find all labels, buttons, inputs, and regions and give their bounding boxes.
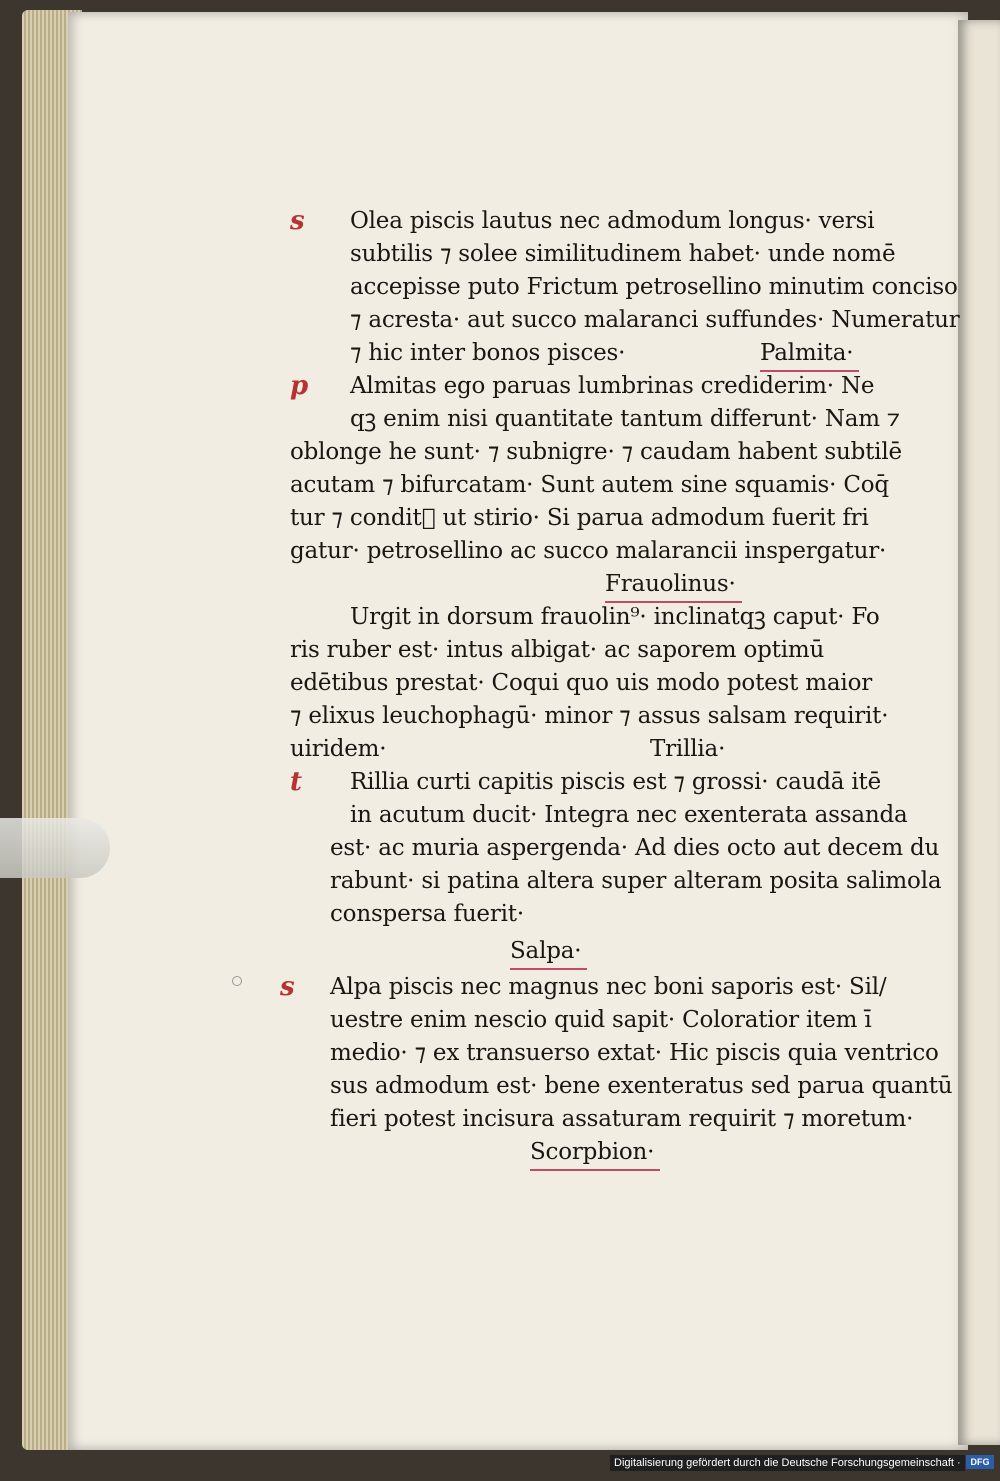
text-line	[290, 799, 910, 832]
paper-hole	[232, 976, 242, 986]
line-text: gatur· petrosellino ac succo malarancii inspergatur·	[290, 538, 887, 564]
line-text: subtilis ⁊ solee similitudinem habet· unde nomē	[350, 241, 896, 267]
text-line	[290, 733, 910, 766]
section-heading: Salpa·	[510, 935, 587, 970]
line-text: ris ruber est· intus albigat· ac saporem optimū	[290, 637, 825, 663]
rubric-initial: s	[280, 972, 295, 1002]
line-text: fieri potest incisura assaturam requirit ⁊ moretum·	[330, 1106, 914, 1132]
line-text: ⁊ elixus leuchophagū· minor ⁊ assus salsam requirit·	[290, 703, 889, 729]
text-block	[280, 205, 960, 1169]
text-line	[290, 667, 910, 700]
line-text: oblonge he sunt· ⁊ subnigre· ⁊ caudam habent subtilē	[290, 439, 902, 465]
section-heading: Scorpbion·	[530, 1136, 660, 1171]
line-text: uiridem·	[290, 736, 387, 762]
line-text: accepisse puto Frictum petrosellino minutim conciso	[350, 274, 958, 300]
line-text: Alpa piscis nec magnus nec boni saporis est· Sil/	[330, 974, 887, 1000]
line-text: Almitas ego paruas lumbrinas crediderim· Ne	[350, 373, 875, 399]
digitization-credit: Digitalisierung gefördert durch die Deutsche Forschungsgemeinschaft ·	[610, 1455, 965, 1471]
text-line	[290, 931, 910, 971]
line-text: tur ⁊ condit᷑ ut stirio· Si parua admodum fuerit fri	[290, 505, 869, 531]
text-line	[290, 1004, 910, 1037]
text-line	[280, 971, 910, 1004]
text-line	[290, 700, 910, 733]
facing-page-fragment	[958, 20, 1000, 1445]
text-line	[290, 568, 910, 601]
text-line	[290, 634, 910, 667]
text-line	[290, 1070, 953, 1103]
line-text: uestre enim nescio quid sapit· Coloratior item ī	[330, 1007, 872, 1033]
rubric-initial: t	[290, 767, 302, 797]
text-line	[290, 337, 910, 370]
line-text: in acutum ducit· Integra nec exenterata assanda	[350, 802, 908, 828]
line-text: ⁊ acresta· aut succo malaranci suffundes· Numeratur	[350, 307, 960, 333]
text-line	[290, 238, 910, 271]
line-text: Olea piscis lautus nec admodum longus· versi	[350, 208, 875, 234]
line-text: rabunt· si patina altera super alteram posita salimola	[330, 868, 942, 894]
text-line	[290, 1103, 914, 1136]
line-text: conspersa fuerit·	[330, 901, 524, 927]
section-heading: Frauolinus·	[605, 568, 742, 603]
text-line	[290, 205, 910, 238]
text-line	[290, 832, 940, 865]
text-line	[290, 1136, 910, 1169]
section-heading: Palmita·	[760, 337, 859, 372]
text-line	[290, 601, 910, 634]
text-line	[290, 436, 910, 469]
line-text: acutam ⁊ bifurcatam· Sunt autem sine squamis· Coq̄	[290, 472, 889, 498]
text-line	[290, 403, 910, 436]
line-text: edētibus prestat· Coqui quo uis modo potest maior	[290, 670, 873, 696]
rubric-initial: p	[290, 371, 308, 401]
line-text: medio· ⁊ ex transuerso extat· Hic piscis quia ventrico	[330, 1040, 939, 1066]
text-line	[290, 304, 960, 337]
text-line	[290, 1037, 939, 1070]
text-line	[290, 271, 958, 304]
text-line	[290, 469, 910, 502]
section-heading: Trillia·	[650, 736, 726, 762]
line-text: est· ac muria aspergenda· Ad dies octo aut decem du	[330, 835, 940, 861]
line-text: qꝫ enim nisi quantitate tantum differunt· Nam ⁊	[350, 406, 900, 432]
rubric-initial: s	[290, 206, 305, 236]
text-line	[290, 502, 910, 535]
line-text: Rillia curti capitis piscis est ⁊ grossi· caudā itē	[350, 769, 882, 795]
line-text: sus admodum est· bene exenteratus sed parua quantū	[330, 1073, 953, 1099]
text-line	[290, 898, 910, 931]
page-clip	[0, 818, 110, 878]
line-text: Urgit in dorsum frauolin⁹· inclinatqꝫ caput· Fo	[350, 604, 880, 630]
line-text: ⁊ hic inter bonos pisces·	[350, 340, 626, 366]
dfg-logo: DFG	[966, 1455, 994, 1469]
text-line	[290, 865, 942, 898]
text-line	[290, 370, 910, 403]
text-line	[290, 766, 910, 799]
text-line	[290, 535, 910, 568]
